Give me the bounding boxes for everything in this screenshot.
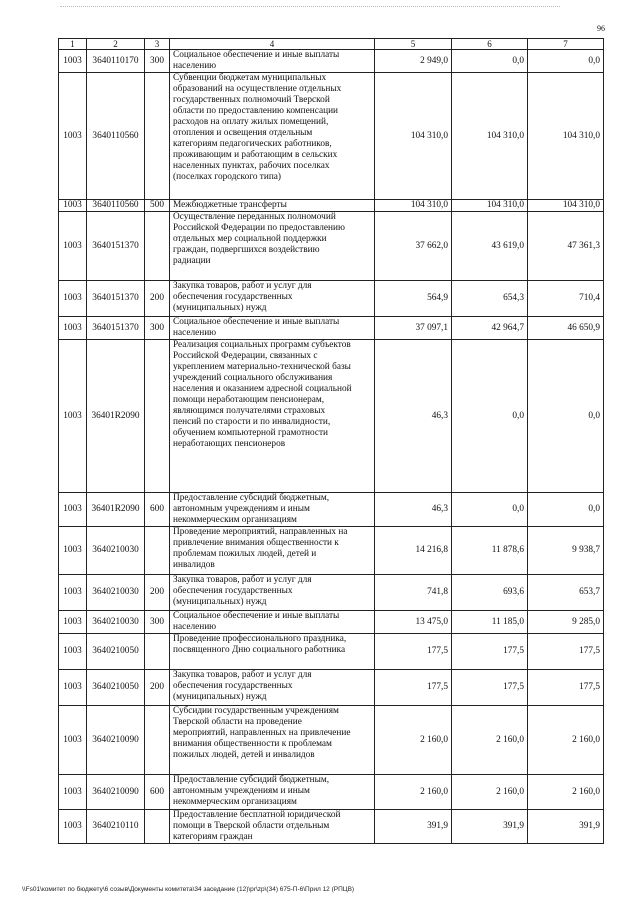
target-article-cell: 36401R2090 xyxy=(87,340,145,493)
amount-year3-cell: 9 285,0 xyxy=(528,611,604,634)
amount-year1-cell: 2 160,0 xyxy=(375,706,452,775)
column-header-row xyxy=(59,39,604,50)
amount-year3-cell: 653,7 xyxy=(528,575,604,611)
target-article-cell: 3640151370 xyxy=(87,317,145,340)
amount-year1-cell: 2 160,0 xyxy=(375,775,452,810)
table-body xyxy=(59,50,604,844)
amount-year3-cell: 177,5 xyxy=(528,670,604,706)
section-code-cell: 1003 xyxy=(59,706,87,775)
table-row xyxy=(59,73,604,200)
amount-year2-cell: 104 310,0 xyxy=(452,73,528,200)
table-row xyxy=(59,527,604,575)
table-row xyxy=(59,634,604,670)
description-cell: Предоставление субсидий бюджетным, автономным учреждениям и иным некоммерческим организациям xyxy=(170,493,375,527)
target-article-cell: 3640151370 xyxy=(87,212,145,281)
description-cell: Межбюджетные трансферты xyxy=(170,200,375,212)
amount-year2-cell: 0,0 xyxy=(452,340,528,493)
expense-type-cell: 200 xyxy=(145,670,170,706)
expense-type-cell xyxy=(145,73,170,200)
amount-year3-cell: 710,4 xyxy=(528,281,604,317)
table-row xyxy=(59,611,604,634)
footer-file-path: \\Fs01\комитет по бюджету\6 созыв\Документы комитета\34 заседание (12)\pr\zp\(34) 675-П-6\Прил 12 (РПЦВ) xyxy=(22,886,355,893)
amount-year3-cell: 0,0 xyxy=(528,493,604,527)
target-article-cell: 3640110170 xyxy=(87,50,145,73)
amount-year2-cell: 391,9 xyxy=(452,810,528,844)
target-article-cell: 3640210090 xyxy=(87,706,145,775)
expense-type-cell xyxy=(145,634,170,670)
column-header: 2 xyxy=(87,39,145,50)
amount-year2-cell: 43 619,0 xyxy=(452,212,528,281)
amount-year1-cell: 37 097,1 xyxy=(375,317,452,340)
description-cell: Предоставление бесплатной юридической помощи в Тверской области отдельным категориям граждан xyxy=(170,810,375,844)
target-article-cell: 3640210050 xyxy=(87,634,145,670)
amount-year2-cell: 0,0 xyxy=(452,493,528,527)
amount-year2-cell: 2 160,0 xyxy=(452,706,528,775)
expense-type-cell xyxy=(145,810,170,844)
amount-year2-cell: 693,6 xyxy=(452,575,528,611)
description-cell: Осуществление переданных полномочий Российской Федерации по предоставлению отдельных мер социальной поддержки граждан, подвергшихся воздействию радиации xyxy=(170,212,375,281)
amount-year3-cell: 9 938,7 xyxy=(528,527,604,575)
expense-type-cell xyxy=(145,527,170,575)
amount-year1-cell: 46,3 xyxy=(375,340,452,493)
scan-artifact-line xyxy=(60,6,560,8)
section-code-cell: 1003 xyxy=(59,611,87,634)
section-code-cell: 1003 xyxy=(59,200,87,212)
table-row xyxy=(59,340,604,493)
description-cell: Субсидии государственным учреждениям Тверской области на проведение мероприятий, направленных на привлечение внимания общественности к проблемам пожилых людей, детей и инвалидов xyxy=(170,706,375,775)
section-code-cell: 1003 xyxy=(59,340,87,493)
column-header: 3 xyxy=(145,39,170,50)
section-code-cell: 1003 xyxy=(59,670,87,706)
amount-year1-cell: 564,9 xyxy=(375,281,452,317)
amount-year2-cell: 42 964,7 xyxy=(452,317,528,340)
table-row xyxy=(59,775,604,810)
target-article-cell: 3640210110 xyxy=(87,810,145,844)
expense-type-cell: 500 xyxy=(145,200,170,212)
table-row xyxy=(59,212,604,281)
amount-year1-cell: 2 949,0 xyxy=(375,50,452,73)
expense-type-cell: 300 xyxy=(145,611,170,634)
section-code-cell: 1003 xyxy=(59,281,87,317)
expense-type-cell: 200 xyxy=(145,575,170,611)
section-code-cell: 1003 xyxy=(59,317,87,340)
description-cell: Проведение профессионального праздника, посвященного Дню социального работника xyxy=(170,634,375,670)
section-code-cell: 1003 xyxy=(59,73,87,200)
amount-year2-cell: 2 160,0 xyxy=(452,775,528,810)
expense-type-cell xyxy=(145,212,170,281)
description-cell: Социальное обеспечение и иные выплаты населению xyxy=(170,50,375,73)
expense-type-cell xyxy=(145,340,170,493)
section-code-cell: 1003 xyxy=(59,50,87,73)
target-article-cell: 3640110560 xyxy=(87,73,145,200)
column-header: 1 xyxy=(59,39,87,50)
amount-year3-cell: 104 310,0 xyxy=(528,73,604,200)
table-row xyxy=(59,493,604,527)
amount-year1-cell: 14 216,8 xyxy=(375,527,452,575)
amount-year1-cell: 391,9 xyxy=(375,810,452,844)
amount-year1-cell: 46,3 xyxy=(375,493,452,527)
section-code-cell: 1003 xyxy=(59,575,87,611)
amount-year3-cell: 2 160,0 xyxy=(528,775,604,810)
description-cell: Закупка товаров, работ и услуг для обеспечения государственных (муниципальных) нужд xyxy=(170,281,375,317)
table-row xyxy=(59,50,604,73)
section-code-cell: 1003 xyxy=(59,810,87,844)
amount-year1-cell: 177,5 xyxy=(375,670,452,706)
amount-year2-cell: 11 878,6 xyxy=(452,527,528,575)
page-number: 96 xyxy=(597,24,605,33)
column-header: 6 xyxy=(452,39,528,50)
target-article-cell: 3640210030 xyxy=(87,611,145,634)
amount-year2-cell: 177,5 xyxy=(452,670,528,706)
column-header: 4 xyxy=(170,39,375,50)
section-code-cell: 1003 xyxy=(59,634,87,670)
amount-year3-cell: 47 361,3 xyxy=(528,212,604,281)
amount-year1-cell: 13 475,0 xyxy=(375,611,452,634)
expense-type-cell: 600 xyxy=(145,493,170,527)
amount-year1-cell: 104 310,0 xyxy=(375,200,452,212)
section-code-cell: 1003 xyxy=(59,775,87,810)
expense-type-cell xyxy=(145,706,170,775)
target-article-cell: 3640110560 xyxy=(87,200,145,212)
target-article-cell: 3640210030 xyxy=(87,575,145,611)
section-code-cell: 1003 xyxy=(59,212,87,281)
table-row xyxy=(59,281,604,317)
amount-year2-cell: 11 185,0 xyxy=(452,611,528,634)
section-code-cell: 1003 xyxy=(59,527,87,575)
table-row xyxy=(59,670,604,706)
description-cell: Реализация социальных программ субъектов Российской Федерации, связанных с укреплением материально-технической базы учреждений социального обслуживания населения и оказанием адресной социальной помощи неработающим пенсионерам, являющимся получателями страховых пенсий по старости и по инвалидности, обучением компьютерной грамотности неработающих пенсионеров xyxy=(170,340,375,493)
description-cell: Закупка товаров, работ и услуг для обеспечения государственных (муниципальных) нужд xyxy=(170,670,375,706)
expense-type-cell: 200 xyxy=(145,281,170,317)
table-row xyxy=(59,575,604,611)
target-article-cell: 3640210050 xyxy=(87,670,145,706)
expense-type-cell: 600 xyxy=(145,775,170,810)
table-row xyxy=(59,706,604,775)
amount-year3-cell: 177,5 xyxy=(528,634,604,670)
table-row xyxy=(59,317,604,340)
target-article-cell: 3640210030 xyxy=(87,527,145,575)
column-header: 5 xyxy=(375,39,452,50)
target-article-cell: 3640210090 xyxy=(87,775,145,810)
description-cell: Проведение мероприятий, направленных на привлечение внимания общественности к проблемам пожилых людей, детей и инвалидов xyxy=(170,527,375,575)
description-cell: Субвенции бюджетам муниципальных образований на осуществление отдельных государственных полномочий Тверской области по предоставлению компенсации расходов на оплату жилых помещений, отопления и освещения отдельным категориям педагогических работников, проживающим и работающим в сельских населенных пунктах, рабочих поселках (поселках городского типа) xyxy=(170,73,375,200)
target-article-cell: 36401R2090 xyxy=(87,493,145,527)
description-cell: Предоставление субсидий бюджетным, автономным учреждениям и иным некоммерческим организациям xyxy=(170,775,375,810)
expense-type-cell: 300 xyxy=(145,50,170,73)
amount-year1-cell: 741,8 xyxy=(375,575,452,611)
amount-year1-cell: 177,5 xyxy=(375,634,452,670)
amount-year3-cell: 0,0 xyxy=(528,340,604,493)
amount-year1-cell: 104 310,0 xyxy=(375,73,452,200)
section-code-cell: 1003 xyxy=(59,493,87,527)
description-cell: Закупка товаров, работ и услуг для обеспечения государственных (муниципальных) нужд xyxy=(170,575,375,611)
amount-year2-cell: 104 310,0 xyxy=(452,200,528,212)
amount-year3-cell: 391,9 xyxy=(528,810,604,844)
amount-year2-cell: 654,3 xyxy=(452,281,528,317)
amount-year2-cell: 0,0 xyxy=(452,50,528,73)
description-cell: Социальное обеспечение и иные выплаты населению xyxy=(170,611,375,634)
target-article-cell: 3640151370 xyxy=(87,281,145,317)
amount-year1-cell: 37 662,0 xyxy=(375,212,452,281)
expense-type-cell: 300 xyxy=(145,317,170,340)
amount-year3-cell: 0,0 xyxy=(528,50,604,73)
description-cell: Социальное обеспечение и иные выплаты населению xyxy=(170,317,375,340)
column-header: 7 xyxy=(528,39,604,50)
amount-year3-cell: 104 310,0 xyxy=(528,200,604,212)
table-row xyxy=(59,200,604,212)
amount-year2-cell: 177,5 xyxy=(452,634,528,670)
table-row xyxy=(59,810,604,844)
budget-table xyxy=(58,38,604,844)
amount-year3-cell: 46 650,9 xyxy=(528,317,604,340)
amount-year3-cell: 2 160,0 xyxy=(528,706,604,775)
